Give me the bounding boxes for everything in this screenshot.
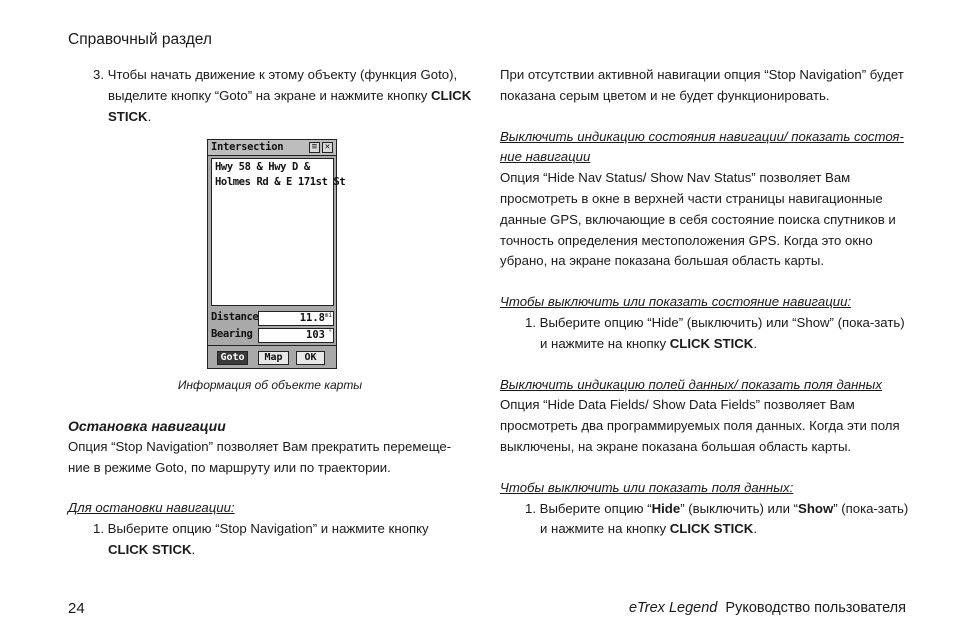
step-goto bbox=[68, 65, 488, 127]
device-title-bar bbox=[208, 140, 336, 156]
bearing-label: Bearing bbox=[211, 328, 253, 340]
data-fields-step-bold: CLICK STICK bbox=[669, 521, 754, 537]
footer-title: Руководство пользователя bbox=[725, 600, 906, 616]
page-header: Справочный раздел bbox=[68, 31, 212, 48]
bearing-value: 103 bbox=[306, 329, 325, 341]
ok-button[interactable]: OK bbox=[296, 351, 325, 365]
device-divider bbox=[208, 345, 336, 346]
device-info-panel bbox=[211, 158, 346, 306]
right-column bbox=[500, 65, 910, 540]
nav-status-subheading: Выключить индикацию состояния навигации/ показать состоя-ние навигации bbox=[500, 128, 904, 165]
step-goto-text: 3. Чтобы начать движение к этому объекту (функция Goto), выделите кнопку “Goto” на экране и нажмите кнопку bbox=[93, 67, 458, 103]
device-screen bbox=[207, 139, 346, 369]
stop-nav-step-bold: CLICK STICK bbox=[108, 541, 192, 557]
nav-status-paragraph: Опция “Hide Nav Status/ Show Nav Status” позволяет Вам просмотреть в окне в верхней части страницы навигационные данные GPS, включающие в себя состояние поиска спутников и точность определения местоположения GPS. Когда это окно убрано, на экране показана большая область карты. bbox=[500, 170, 896, 269]
step-goto-bold: CLICK STICK bbox=[108, 87, 472, 124]
figure-caption: Информация об объекте карты bbox=[177, 378, 363, 392]
stop-nav-step-end: . bbox=[191, 541, 196, 557]
stop-nav-note: При отсутствии активной навигации опция “Stop Navigation” будет показана серым цветом и не будет функционировать. bbox=[500, 67, 904, 103]
close-icon[interactable]: ✕ bbox=[322, 142, 333, 153]
nav-status-step-bold: CLICK STICK bbox=[669, 335, 754, 351]
stop-nav-step-text: 1. Выберите опцию “Stop Navigation” и нажмите кнопку bbox=[93, 521, 429, 537]
data-fields-paragraph: Опция “Hide Data Fields/ Show Data Fields” позволяет Вам просмотреть два программируемых поля данных. Когда эти поля выключены, на экране показана большая область карты. bbox=[500, 397, 900, 454]
page-number: 24 bbox=[68, 600, 85, 617]
data-fields-howto: Чтобы выключить или показать поля данных: bbox=[500, 479, 794, 495]
map-button[interactable]: Map bbox=[258, 351, 289, 365]
stop-nav-section bbox=[68, 416, 468, 561]
step-goto-end: . bbox=[147, 108, 152, 124]
device-address-line1: Hwy 58 & Hwy D & bbox=[215, 161, 310, 173]
bearing-unit: ° bbox=[328, 329, 332, 336]
page-footer-title bbox=[629, 600, 906, 616]
section-heading-stop-navigation: Остановка навигации bbox=[68, 418, 226, 434]
nav-status-step-end: . bbox=[753, 335, 757, 351]
stop-nav-subheading: Для остановки навигации: bbox=[68, 500, 235, 516]
data-fields-step-text3: ” (пока-зать) и нажмите на кнопку bbox=[540, 500, 909, 537]
distance-field bbox=[258, 311, 334, 326]
footer-brand: eTrex Legend bbox=[628, 600, 718, 616]
menu-icon[interactable]: ≡ bbox=[309, 142, 320, 153]
data-fields-step-text2: ” (выключить) или “ bbox=[680, 500, 799, 516]
stop-nav-paragraph: Опция “Stop Navigation” позволяет Вам прекратить перемеще-ние в режиме Goto, по маршруту или по траектории. bbox=[68, 438, 452, 475]
device-title: Intersection bbox=[211, 141, 284, 153]
distance-unit: mi bbox=[324, 312, 332, 319]
distance-label: Distance bbox=[211, 311, 259, 323]
distance-value: 11.8 bbox=[299, 312, 325, 324]
nav-status-howto: Чтобы выключить или показать состояние навигации: bbox=[500, 294, 852, 310]
data-fields-step-hide: Hide bbox=[651, 500, 681, 516]
data-fields-step-show: Show bbox=[798, 500, 834, 516]
data-fields-subheading: Выключить индикацию полей данных/ показать поля данных bbox=[500, 376, 882, 392]
device-address-line2: Holmes Rd & E 171st St bbox=[215, 176, 346, 188]
data-fields-step-text1: 1. Выберите опцию “ bbox=[525, 500, 652, 516]
bearing-field bbox=[258, 328, 334, 343]
nav-status-step-text: 1. Выберите опцию “Hide” (выключить) или “Show” (пока-зать) и нажмите на кнопку bbox=[525, 314, 905, 351]
data-fields-step-end: . bbox=[753, 521, 757, 537]
goto-button[interactable]: Goto bbox=[217, 351, 248, 365]
